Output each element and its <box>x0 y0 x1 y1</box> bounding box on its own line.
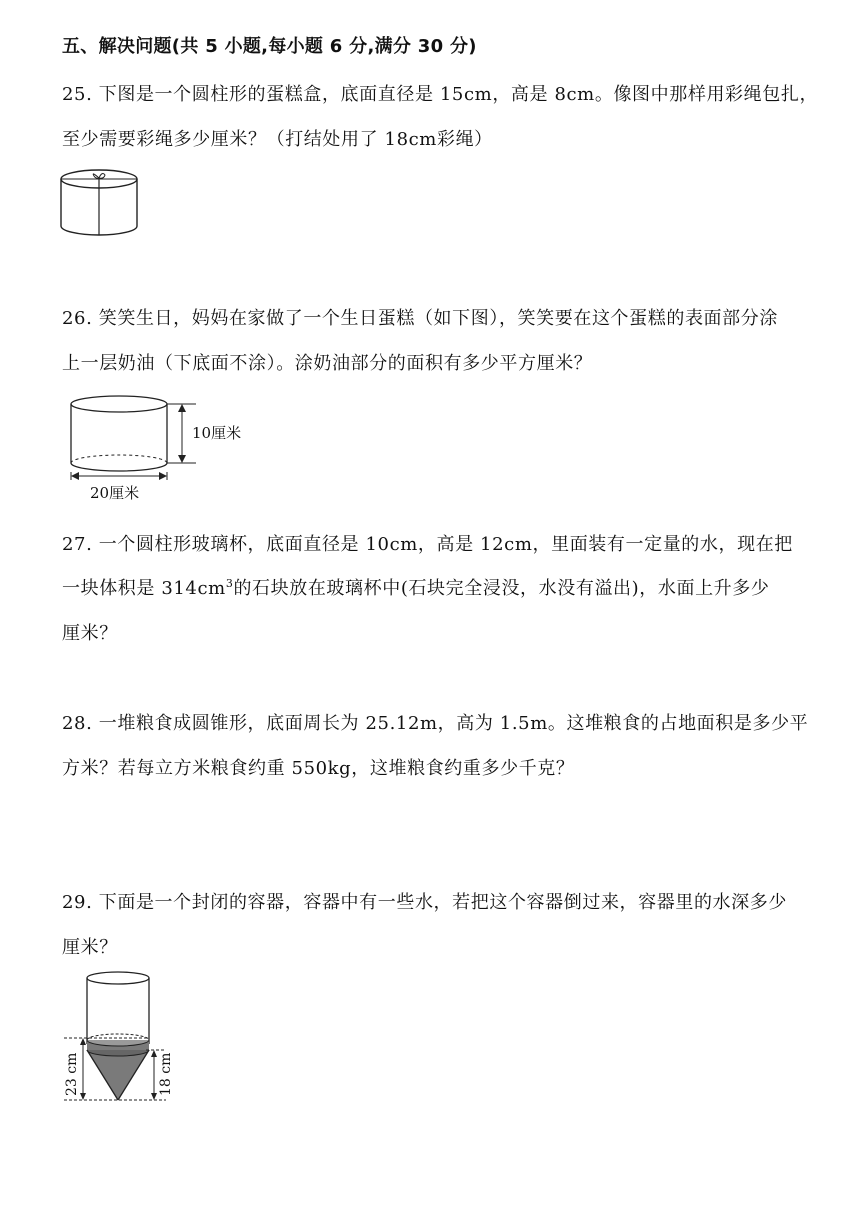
q26-text-line1: 26. 笑笑生日，妈妈在家做了一个生日蛋糕（如下图），笑笑要在这个蛋糕的表面部分涂 <box>62 308 778 329</box>
q28-text-line2: 方米？若每立方米粮食约重 550kg，这堆粮食约重多少千克？ <box>62 758 575 779</box>
q27-text-line2-rest: 的石块放在玻璃杯中(石块完全浸没，水没有溢出)，水面上升多少 <box>233 578 770 599</box>
birthday-cake-figure <box>62 392 262 504</box>
q25-text-line1: 25. 下图是一个圆柱形的蛋糕盒，底面直径是 15cm，高是 8cm。像图中那样用彩绳包扎， <box>62 84 819 105</box>
q27-volume-exponent: 3 <box>225 577 234 590</box>
cake-box-figure <box>58 166 144 240</box>
water-total-depth-label: 23 cm <box>64 1052 80 1096</box>
cake-height-label: 10厘米 <box>192 424 242 442</box>
q27-text-line2 <box>62 574 769 600</box>
q25-text-line2: 至少需要彩绳多少厘米？（打结处用了 18cm彩绳） <box>62 129 493 150</box>
cake-diameter-label: 20厘米 <box>90 484 140 502</box>
q27-text-line1: 27. 一个圆柱形玻璃杯，底面直径是 10cm，高是 12cm，里面装有一定量的水，现在把 <box>62 534 793 555</box>
cone-height-label: 18 cm <box>158 1052 174 1096</box>
q29-text-line2: 厘米？ <box>62 937 118 958</box>
q26-text-line2: 上一层奶油（下底面不涂）。涂奶油部分的面积有多少平方厘米？ <box>62 353 593 374</box>
q28-text-line1: 28. 一堆粮食成圆锥形，底面周长为 25.12m，高为 1.5m。这堆粮食的占地面积是多少平 <box>62 713 809 734</box>
section-heading: 五、解决问题(共 5 小题,每小题 6 分,满分 30 分) <box>62 36 477 57</box>
q27-volume-text: 一块体积是 314cm <box>62 578 226 599</box>
q29-text-line1: 29. 下面是一个封闭的容器，容器中有一些水，若把这个容器倒过来，容器里的水深多少 <box>62 892 787 913</box>
q27-text-line3: 厘米？ <box>62 623 118 644</box>
container-figure <box>58 964 188 1104</box>
